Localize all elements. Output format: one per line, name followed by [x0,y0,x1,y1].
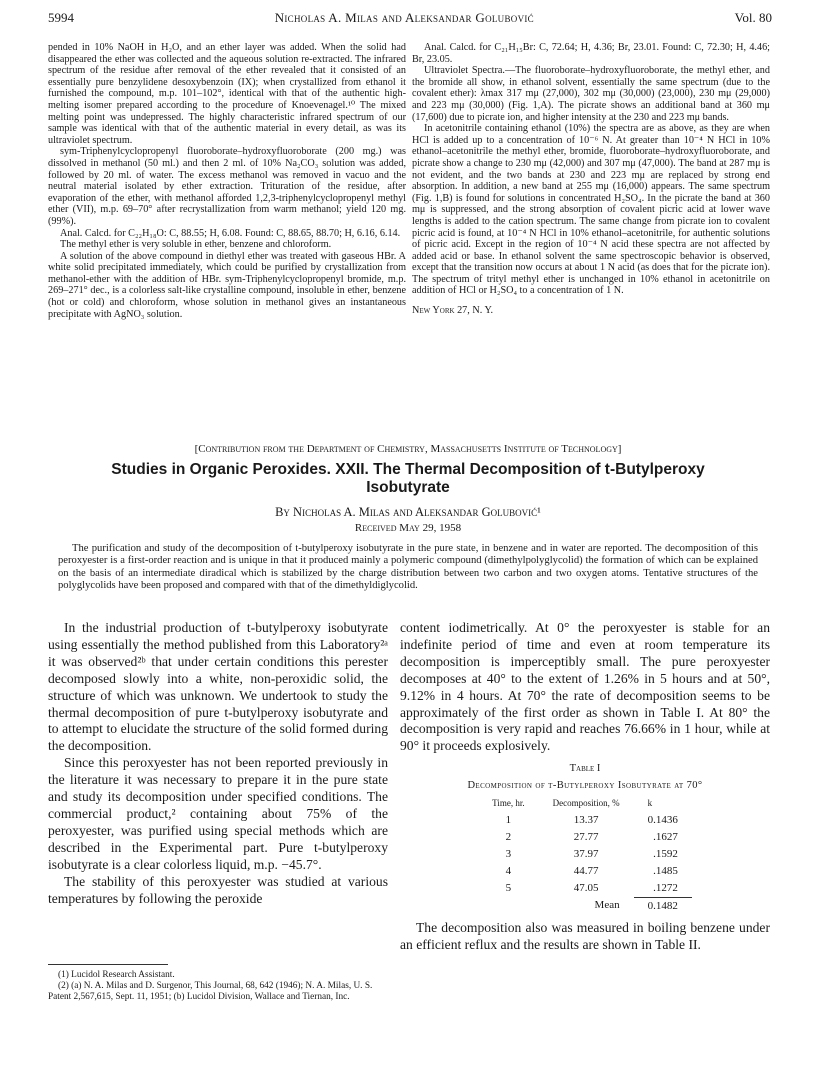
table-cell: 3 [505,847,512,860]
mean-value: 0.1482 [647,899,678,912]
table-cell: 47.05 [573,881,599,894]
column-header: k [647,798,653,809]
paragraph: The decomposition also was measured in boiling benzene under an efficient reflux and the results are shown in Table II. [400,920,770,953]
table-cell: .1272 [634,880,692,897]
table-cell: 27.77 [573,830,599,843]
table-cell: 0.1436 [647,813,678,826]
table-cell: 13.37 [573,813,599,826]
paragraph: Since this peroxyester has not been reported previously in the literature it was necessary to prepare it in the pure state and study its decomposition under specified conditions. The commercial product,² containing about 75% of the peroxyester, was purified using special methods which are described in the Experimental part. Pure t-butylperoxy isobutyrate is a clear colorless liquid, m.p. −45.7°. [48,755,388,872]
table-cell: .1592 [653,847,678,860]
table-1 [400,761,770,914]
paragraph: In acetonitrile containing ethanol (10%) the spectra are as above, as they are when HCl is added up to a concentration of 10⁻⁶ N. At greater than 10⁻⁴ N HCl in 10% ethanol–acetonitrile the methyl ether, bromide, fluoroborate–hydroxyfluoroborate, and picrate show a change to 230 mμ (42,000) and 307 mμ (47,000). The band at 287 mμ is not evident, and the two bands at 230 and 223 mμ are replaced by strong end absorption. In addition, a new band at 255 mμ (16,000) appears. The same spectrum (Fig. 1,B) is found for solutions in concentrated H₂SO₄. In the picrate the band at 360 mμ is suppressed, and the strong absorption of covalent picric acid at lower wave lengths is added to the cation spectrum. The same change from picrate ion to covalent picric acid is found, at 10⁻⁴ N HCl in 10% ethanol–acetonitrile, for authentic solutions of picric acid. Except in the region of 10⁻⁴ N acid these spectra are not affected by added acid or base. In ethanol solvent the same spectroscopic behavior is observed, except that the transition now occurs at about 1 N acid (as does that for the picrate ion). The spectrum of trityl methyl ether is unchanged in 10% ethanol in acetonitrile on addition of HCl or H₂SO₄ to a concentration of 1 N. [412,123,770,297]
left-column-top [48,42,406,320]
table-cell: 2 [505,830,512,843]
table-row [478,846,692,863]
running-authors: Nicholas A. Milas and Aleksandar Golubović [274,10,534,25]
table-row [478,812,692,829]
table-row [478,880,692,897]
table-cell: 5 [505,881,512,894]
abstract [58,543,758,592]
paragraph: A solution of the above compound in diethyl ether was treated with gaseous HBr. A white solid precipitated immediately, which could be purified by crystallization from methanol-ether with the addition of HBr. sym-Triphenylcyclopropenyl bromide, m.p. 269–271° dec., is a colorless salt-like crystalline compound, insoluble in ether, benzene (hot or cold) and chloroform, whose solution in methanol gives an instantaneous precipitate with AgNO₃ solution. [48,250,406,320]
table-row [478,863,692,880]
table-row [478,829,692,846]
table-title: Decomposition of t-Butylperoxy Isobutyrate at 70° [467,780,703,792]
body-left-column [48,620,388,907]
table-caption: Table I [569,763,601,775]
body-right-column [400,620,770,954]
paragraph: Anal. Calcd. for C₂₁H₁₅Br: C, 72.64; H, 4.36; Br, 23.01. Found: C, 72.30; H, 4.46; Br, 23.05. [412,42,770,65]
paragraph: content iodimetrically. At 0° the peroxyester is stable for an indefinite period of time and even at room temperature its decomposition is imperceptibly small. The pure peroxyester decomposes at 40° to the extent of 1.26% in 5 hours and at 50°, 9.12% in 4 hours. At 70° the rate of decomposition seems to be approximately of the first order as shown in Table I. At 80° the decomposition is very rapid and reaches 76.66% in 1 hour, while at 90° it proceeds explosively. [400,620,770,754]
running-header [48,10,772,30]
data-table [478,795,692,914]
table-cell: 37.97 [573,847,599,860]
table-cell: 44.77 [573,864,599,877]
address: New York 27, N. Y. [412,305,494,317]
table-cell: .1627 [653,830,678,843]
footnote: (2) (a) N. A. Milas and D. Surgenor, This Journal, 68, 642 (1946); N. A. Milas, U. S. Patent 2,567,615, Sept. 11, 1951; (b) Lucidol Division, Wallace and Tiernan, Inc. [48,981,373,1002]
table-mean-row [478,897,692,914]
column-header: Time, hr. [492,798,525,809]
paragraph: The methyl ether is very soluble in ether, benzene and chloroform. [60,239,332,251]
paragraph: sym-Triphenylcyclopropenyl fluoroborate–hydroxyfluoroborate (200 mg.) was dissolved in methanol (50 ml.) and then 2 ml. of 10% Na₂CO₃ solution was added, followed by 20 ml. of water. The excess methanol was removed in vacuo and the neutral material isolated by ether extraction. Trituration of the residue, after evaporation of the ether, with methanol afforded 1,2,3-triphenylcyclopropenyl methyl ether (VII), m.p. 69–70° after recrystallization from warm methanol; yield 120 mg. (99%). [48,146,406,227]
volume: Vol. 80 [734,10,772,25]
abstract-text: The purification and study of the decomposition of t-butylperoxy isobutyrate in the pure state, in benzene and in water are reported. The decomposition of this peroxyester is a first-order reaction and is unique in that it produced mainly a polymeric compound (dimethylpolyglycolid) the formation of which can be explained on the basis of an intermediate diradical which is stabilized by the charge distribution between two carbon and two oxygen atoms. Tentative structures of the polyglycolids have been proposed and compared with that of the dimethyldiglycolid. [58,543,758,591]
received-date: Received May 29, 1958 [354,522,462,534]
paragraph: Ultraviolet Spectra.—The fluoroborate–hydroxyfluoroborate, the methyl ether, and the bromide all show, in ethanol solvent, essentially the same spectrum (due to the covalent ether): λmax 317 mμ (27,000), 302 mμ (30,000) (23,000), 230 mμ (29,000) and 223 mμ (30,000) (Fig. 1,A). The picrate shows an additional band at 360 mμ (17,600) due to picrate ion, and higher intensity at the 230 and 223 mμ bands. [412,65,770,123]
paragraph: In the industrial production of t-butylperoxy isobutyrate using essentially the method published from this Laboratory²ᵃ it was observed²ᵇ that under certain conditions this perester decomposed slowly into a white, non-peroxidic solid, the structure of which was unknown. We undertook to study the thermal decomposition of pure t-butylperoxy isobutyrate and to attempt to elucidate the structure of the solid formed during the decomposition. [48,620,388,754]
paragraph: The stability of this peroxyester was studied at various temperatures by following the peroxide [48,873,388,906]
paragraph: pended in 10% NaOH in H₂O, and an ether layer was added. When the solid had disappeared the ether was collected and the aqueous solution re-extracted. The infrared spectrum of the residue after removal of the ether revealed that it consisted of an essentially pure benzylidene desoxybenzoin (IX); when crystallized from ethanol it furnished the compound, m.p. 101–102°, identical with that of the authentic high-melting isomer prepared according to the procedure of Knoevenagel.¹⁰ The mixed melting point was undepressed. The highly characteristic infrared spectrum of our sample was identical with that of the authentic material in every detail, as was its ultraviolet spectrum. [48,42,406,146]
footnote: (1) Lucidol Research Assistant. [58,970,175,980]
article-title [48,461,768,497]
department-line: [Contribution from the Department of Chemistry, Massachusetts Institute of Technology] [194,443,622,455]
mean-label: Mean [594,899,620,912]
footnote-rule [48,964,168,965]
table-cell: .1485 [653,864,678,877]
column-header: Decomposition, % [552,798,620,809]
table-header-row [478,795,692,812]
table-cell: 1 [505,813,512,826]
byline: By Nicholas A. Milas and Aleksandar Golubović¹ [275,505,541,519]
title-line: Studies in Organic Peroxides. XXII. The Thermal Decomposition of t-Butylperoxy [111,461,705,478]
footnotes [48,970,388,1003]
paragraph: Anal. Calcd. for C₂₂H₁₈O: C, 88.55; H, 6.08. Found: C, 88.65, 88.70; H, 6.16, 6.14. [60,227,401,239]
table-cell: 4 [505,864,512,877]
right-column-top [412,42,770,317]
title-line: Isobutyrate [366,479,450,496]
page-number: 5994 [48,10,74,25]
